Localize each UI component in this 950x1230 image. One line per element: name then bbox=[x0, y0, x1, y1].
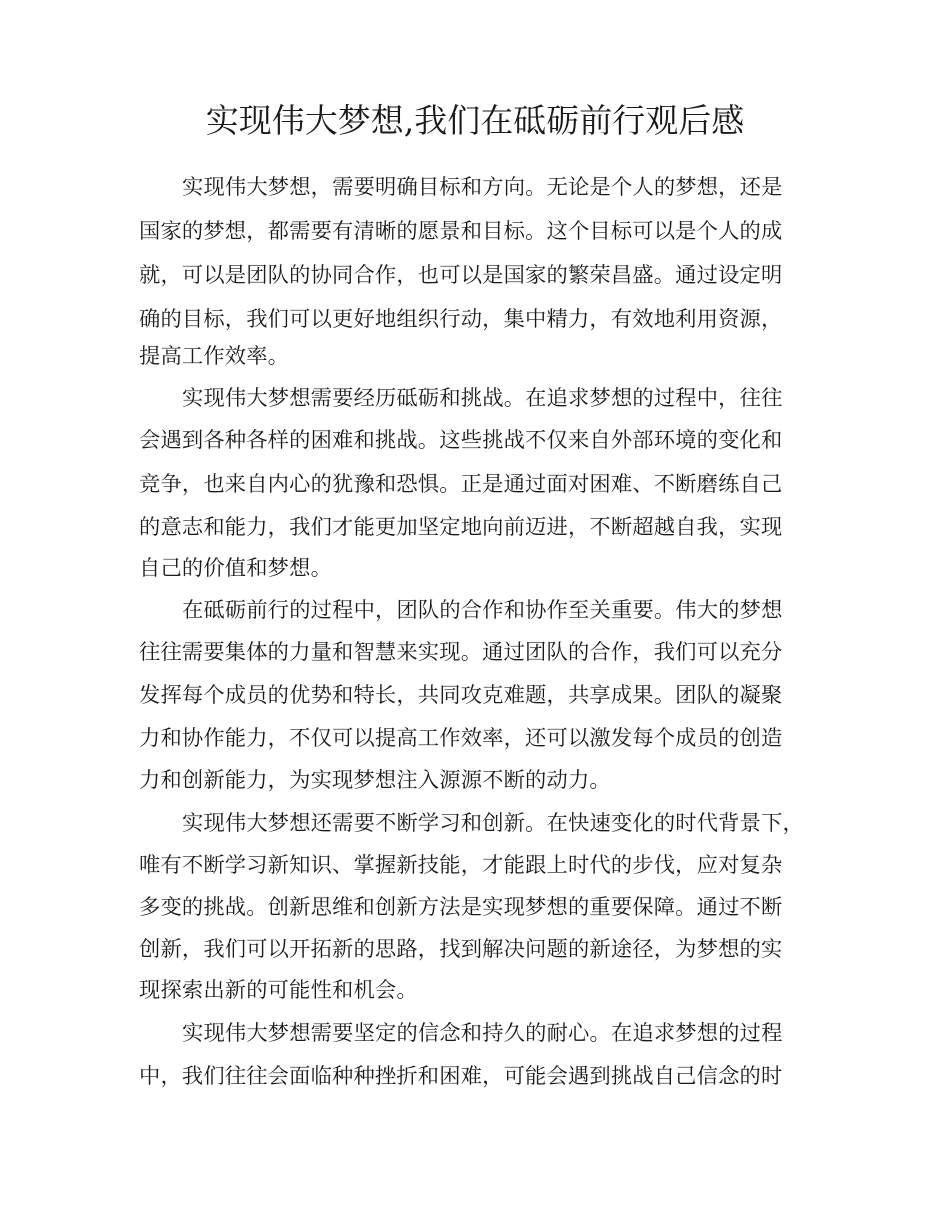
paragraph-line: 实现伟大梦想还需要不断学习和创新。在快速变化的时代背景下， bbox=[182, 811, 804, 836]
document-title: 实现伟大梦想,我们在砥砺前行观后感 bbox=[205, 101, 745, 140]
paragraph-line: 确的目标，我们可以更好地组织行动，集中精力，有效地利用资源， bbox=[139, 307, 783, 332]
paragraph-line: 在砥砺前行的过程中，团队的合作和协作至关重要。伟大的梦想 bbox=[182, 598, 783, 623]
paragraph-line: 自己的价值和梦想。 bbox=[139, 556, 333, 581]
paragraph-line: 唯有不断学习新知识、掌握新技能，才能跟上时代的步伐，应对复杂 bbox=[139, 853, 783, 878]
paragraph-line: 中，我们往往会面临种种挫折和困难，可能会遇到挑战自己信念的时 bbox=[139, 1064, 783, 1089]
paragraph-line: 实现伟大梦想需要坚定的信念和持久的耐心。在追求梦想的过程 bbox=[182, 1021, 783, 1046]
paragraph-line: 的意志和能力，我们才能更加坚定地向前迈进，不断超越自我，实现 bbox=[139, 515, 783, 540]
paragraph-line: 多变的挑战。创新思维和创新方法是实现梦想的重要保障。通过不断 bbox=[139, 895, 783, 920]
paragraph-line: 现探索出新的可能性和机会。 bbox=[139, 978, 418, 1003]
paragraph-line: 竞争，也来自内心的犹豫和恐惧。正是通过面对困难、不断磨练自己 bbox=[139, 472, 783, 497]
paragraph-line: 实现伟大梦想，需要明确目标和方向。无论是个人的梦想，还是 bbox=[182, 175, 783, 200]
paragraph-line: 力和协作能力，不仅可以提高工作效率，还可以激发每个成员的创造 bbox=[139, 726, 783, 751]
paragraph-line: 实现伟大梦想需要经历砥砺和挑战。在追求梦想的过程中，往往 bbox=[182, 386, 783, 411]
paragraph-line: 国家的梦想，都需要有清晰的愿景和目标。这个目标可以是个人的成 bbox=[139, 219, 783, 244]
paragraph-line: 力和创新能力，为实现梦想注入源源不断的动力。 bbox=[139, 768, 611, 793]
paragraph-line: 提高工作效率。 bbox=[139, 344, 290, 369]
paragraph-line: 创新，我们可以开拓新的思路，找到解决问题的新途径，为梦想的实 bbox=[139, 937, 783, 962]
paragraph-line: 就，可以是团队的协同合作，也可以是国家的繁荣昌盛。通过设定明 bbox=[139, 263, 783, 288]
paragraph-line: 发挥每个成员的优势和特长，共同攻克难题，共享成果。团队的凝聚 bbox=[139, 683, 783, 708]
paragraph-line: 会遇到各种各样的困难和挑战。这些挑战不仅来自外部环境的变化和 bbox=[139, 428, 783, 453]
paragraph-line: 往往需要集体的力量和智慧来实现。通过团队的合作，我们可以充分 bbox=[139, 640, 783, 665]
